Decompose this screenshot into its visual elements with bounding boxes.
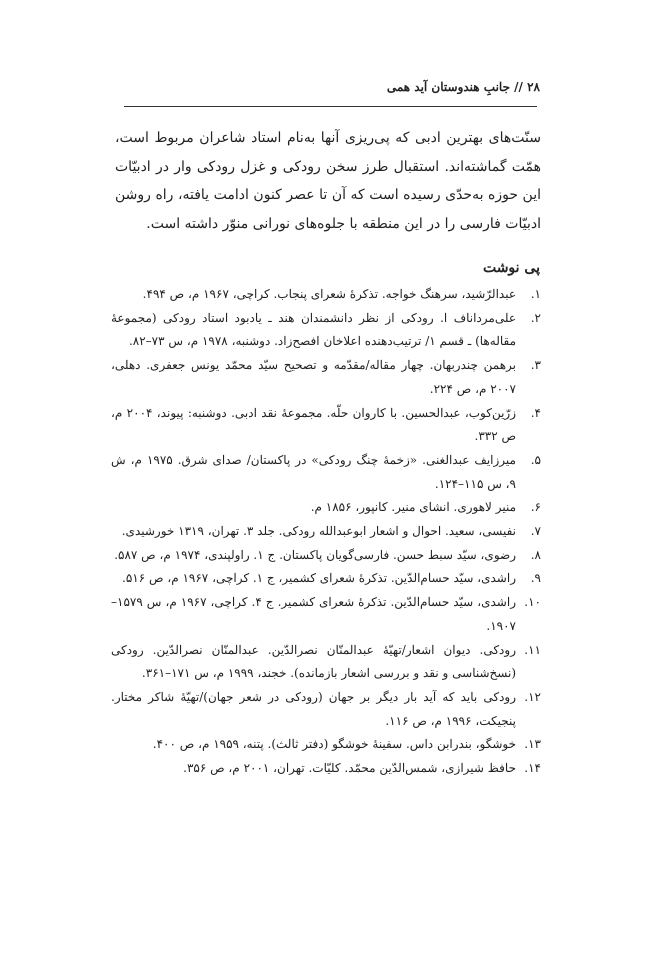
note-text: راشدی، سیّد حسام‌الدّین. تذکرهٔ شعرای کشمیر، ج ۱. کراچی، ۱۹۶۷ م، ص ۵۱۶. xyxy=(122,571,516,586)
note-text: منیر لاهوری. انشای منیر. کانپور، ۱۸۵۶ م. xyxy=(310,500,516,515)
note-number: ۱۴. xyxy=(524,761,541,776)
note-text: رضوی، سیّد سبط حسن. فارسی‌گویان پاکستان. ج ۱. راولپندی، ۱۹۷۴ م، ص ۵۸۷. xyxy=(114,547,516,562)
note-item xyxy=(111,757,541,781)
note-item xyxy=(111,591,541,638)
note-item xyxy=(111,520,541,544)
note-number: ۶. xyxy=(530,500,541,515)
note-number: ۷. xyxy=(530,524,541,539)
note-number: ۴. xyxy=(530,405,541,420)
note-item xyxy=(111,733,541,757)
note-number: ۳. xyxy=(530,358,541,373)
note-number: ۱۱. xyxy=(524,642,541,657)
note-number: ۱. xyxy=(530,287,541,301)
note-text: برهمن چندربهان. چهار مقاله/مقدّمه و تصحیح سیّد محمّد یونس جعفری. دهلی، ۲۰۰۷ م، ص ۲۲۴. xyxy=(111,358,516,396)
note-number: ۹. xyxy=(530,571,541,586)
note-text: علی‌مرداناف ا. رودکی از نظر دانشمندان هند ـ یادبود استاد رودکی (مجموعهٔ مقاله‌ها) ـ قسم ۱/ ترتیب‌دهنده اعلاخان افصح‌زاد. دوشنبه، ۱۹۷۸ م، س ۷۳–۸۲. xyxy=(111,310,516,349)
header-rule xyxy=(124,106,537,107)
note-text: راشدی، سیّد حسام‌الدّین. تذکرهٔ شعرای کشمیر. ج ۴. کراچی، ۱۹۶۷ م، س ۱۵۷۹–۱۹۰۷. xyxy=(111,595,516,633)
note-item xyxy=(111,402,541,449)
body-text xyxy=(115,124,541,238)
note-item xyxy=(111,449,541,496)
note-item xyxy=(111,544,541,568)
note-item xyxy=(111,686,541,733)
note-item xyxy=(111,307,541,354)
note-text: عبدالرّشید، سرهنگ خواجه. تذکرهٔ شعرای پنجاب. کراچی، ۱۹۶۷ م، ص ۴۹۴. xyxy=(142,287,516,301)
notes-list xyxy=(111,283,541,781)
running-head: ۲۸ // جانبِ هندوستان آید همی xyxy=(386,80,540,94)
notes-title: پی نوشت xyxy=(482,260,540,276)
note-number: ۱۳. xyxy=(524,737,541,752)
note-number: ۱۲. xyxy=(524,689,541,704)
note-item xyxy=(111,354,541,401)
note-number: ۸. xyxy=(530,547,541,562)
note-number: ۵. xyxy=(530,452,541,467)
note-item xyxy=(111,496,541,520)
note-text: میرزایف عبدالغنی. «زخمهٔ چنگ رودکی» در پاکستان/ صدای شرق. ۱۹۷۵ م، ش ۹، س ۱۱۵–۱۲۴. xyxy=(111,452,516,491)
note-number: ۲. xyxy=(530,310,541,325)
note-item xyxy=(111,567,541,591)
note-text: رودکی باید که آید بار دیگر بر جهان (رودکی در شعر جهان)/تهیّهٔ شاکر مختار. پنجیکت، ۱۹۹۶ م، ص ۱۱۶. xyxy=(111,689,516,728)
note-item xyxy=(111,283,541,307)
note-text: زرّین‌کوب، عبدالحسین. با کاروان حلّه. مجموعهٔ نقد ادبی. دوشنبه: پیوند، ۲۰۰۴ م، ص ۳۳۲. xyxy=(111,405,517,444)
note-text: خوشگو، بندرابن داس. سفینهٔ خوشگو (دفتر ثالث). پتنه، ۱۹۵۹ م، ص ۴۰۰. xyxy=(152,737,516,752)
note-text: حافظ شیرازی، شمس‌الدّین محمّد. کلیّات. تهران، ۲۰۰۱ م، ص ۳۵۶. xyxy=(183,761,516,776)
note-text: نفیسی، سعید. احوال و اشعار ابوعبدالله رودکی. جلد ۳. تهران، ۱۳۱۹ خورشیدی. xyxy=(121,524,516,539)
note-item xyxy=(111,639,541,686)
body-paragraph: سنّت‌های بهترین ادبی که پی‌ریزی آنها به‌نام استاد شاعران مربوط است، همّت گماشته‌اند. استقبال طرز سخن رودکی و غزل رودکی وار در ادبیّات این حوزه به‌حدّی رسیده است که آن تا عصر کنون ادامت یافته، راه روشن ادبیّات فارسی را در این منطقه با جلوه‌های نورانی منوّر داشته است. xyxy=(115,130,541,232)
note-number: ۱۰. xyxy=(524,595,541,610)
note-text: رودکی. دیوان اشعار/تهیّهٔ عبدالمنّان نصرالدّین. عبدالمنّان نصرالدّین. رودکی (نسخ‌شناسی و نقد و بررسی اشعار بازمانده). خجند، ۱۹۹۹ م، س ۱۷۱–۳۶۱. xyxy=(111,642,516,681)
